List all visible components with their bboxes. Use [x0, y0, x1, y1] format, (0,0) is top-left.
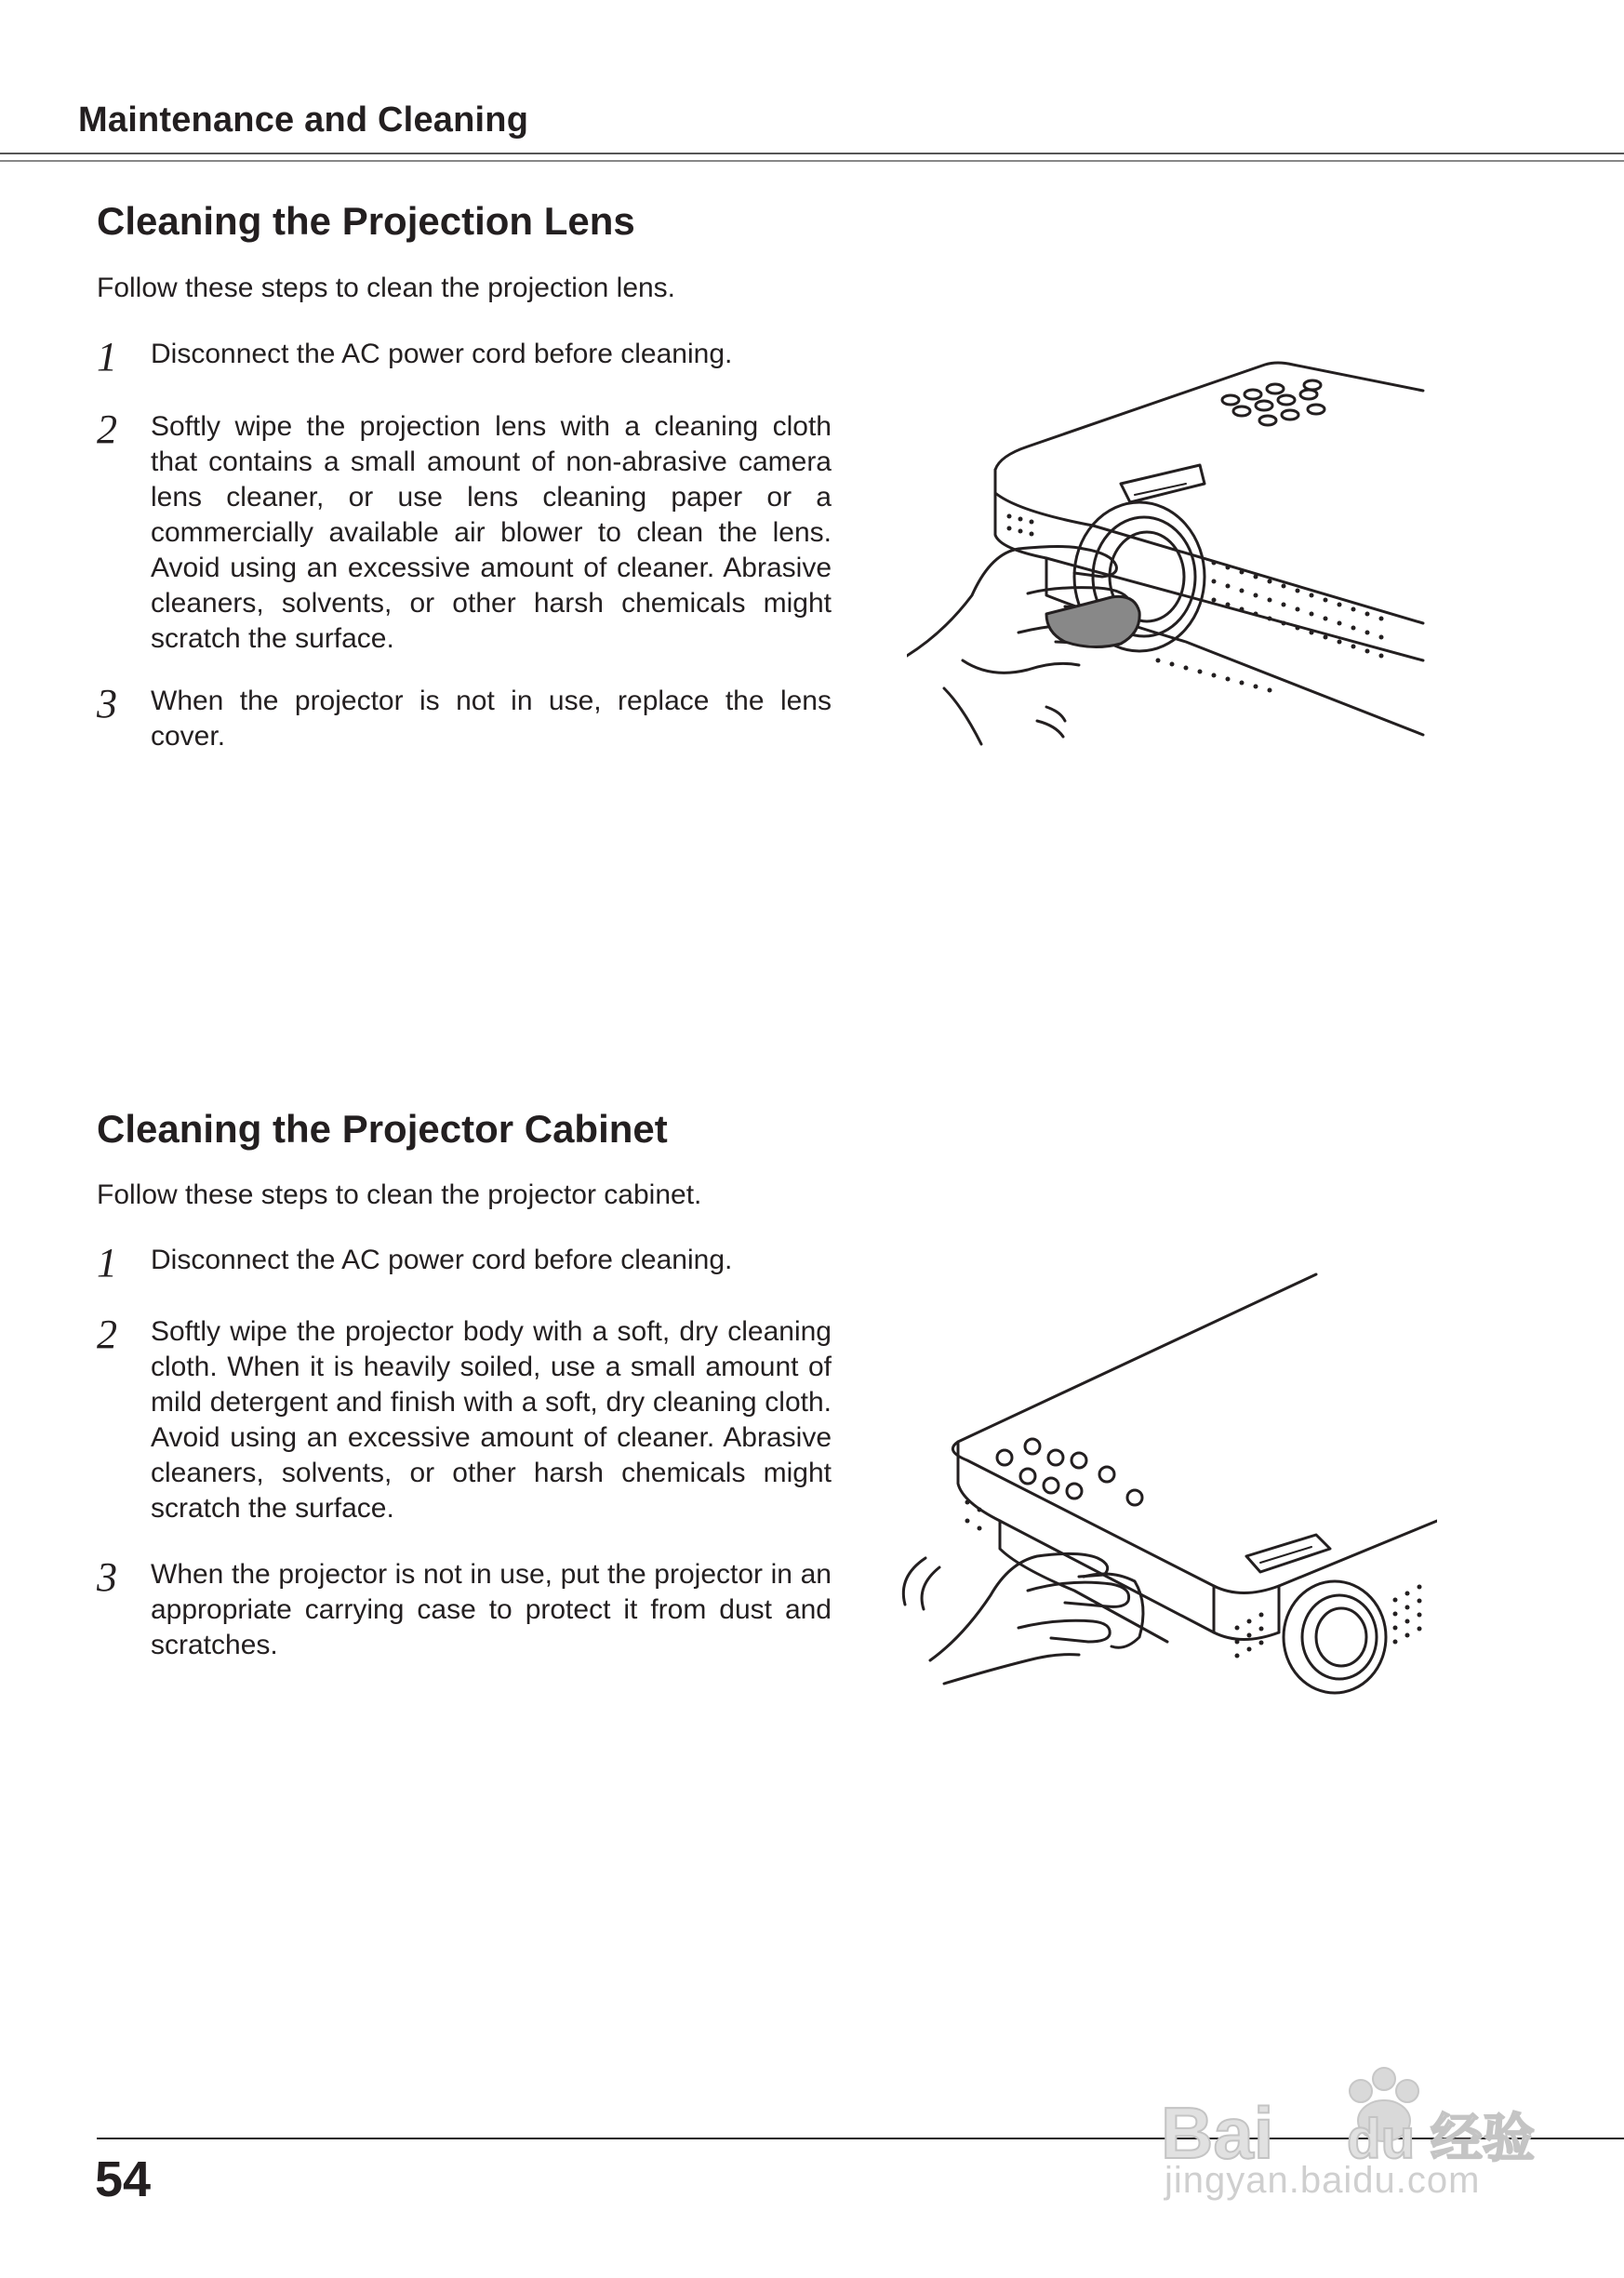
section-intro-cabinet: Follow these steps to clean the projector cabinet. — [97, 1179, 702, 1210]
step-text: Softly wipe the projection lens with a cleaning cloth that contains a small amount of non-abrasive camera lens cleaner, or use lens cleaning paper or a commercially available air blower to clean the lens. Avoid using an excessive amount of cleaner. Abrasive cleaners, solvents, or other harsh chemicals might scratch the surface. — [151, 411, 832, 654]
svg-text:经验: 经验 — [1431, 2109, 1535, 2169]
step-number: 1 — [97, 1240, 117, 1286]
header-rule — [0, 153, 1624, 154]
section-title-cabinet: Cleaning the Projector Cabinet — [97, 1107, 668, 1151]
page-header-title: Maintenance and Cleaning — [78, 100, 529, 140]
step-number: 3 — [97, 1554, 117, 1600]
header-rule-secondary — [0, 160, 1624, 162]
step-number: 3 — [97, 681, 117, 726]
watermark-url: jingyan.baidu.com — [1165, 2160, 1481, 2201]
section-title-lens: Cleaning the Projection Lens — [97, 199, 635, 243]
step-text: Disconnect the AC power cord before cleaning. — [151, 1245, 733, 1275]
cabinet-cleaning-illustration — [888, 1270, 1437, 1749]
step-text: Disconnect the AC power cord before cleaning. — [151, 339, 733, 369]
lens-cleaning-illustration — [907, 353, 1437, 753]
step-text: When the projector is not in use, put the projector in an appropriate carrying case to protect it from dust and scratches. — [151, 1559, 832, 1660]
svg-text:du: du — [1347, 2108, 1416, 2170]
step-number: 2 — [97, 406, 117, 452]
step-number: 1 — [97, 334, 117, 380]
step-number: 2 — [97, 1312, 117, 1357]
svg-text:Bai: Bai — [1161, 2092, 1274, 2174]
page-number: 54 — [95, 2151, 152, 2207]
step-text: When the projector is not in use, replace the lens cover. — [151, 686, 832, 752]
section-intro-lens: Follow these steps to clean the projection lens. — [97, 273, 676, 303]
step-text: Softly wipe the projector body with a soft, dry cleaning cloth. When it is heavily soiled, use a small amount of mild detergent and finish with a soft, dry cleaning cloth. Avoid using an excessive amount of cleaner. Abrasive cleaners, solvents, or other harsh chemicals might scratch the surface. — [151, 1316, 832, 1524]
